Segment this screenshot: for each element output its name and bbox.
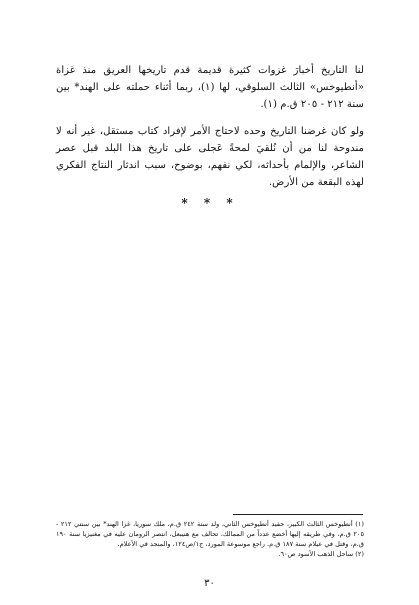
section-separator: * * *	[181, 196, 239, 210]
footnote-1: (١) أنطيوخس الثالث الكبير، حفيد أنطيوخس الثاني، ولد سنة ٢٤٢ ق.م، ملك سوريا، غزا الهند* بين سنتي ٢١٢ - ٢٠٥ ق.م، وفي طريقه إليها أخضع عدداً من الممالك، تحالف مع هنيبعل، انتصر الرومان عليه في مغنيزيا سنة ١٩٠ ق.م، وقتل في عيلام سنة ١٨٧ ق.م. راجع موسوعة المورد، ج١/ص١٢٤، والمنجد في الأعلام.	[56, 520, 364, 548]
page-number: ٣٠	[204, 578, 215, 589]
paragraph-2: ولو كان غرضنا التاريخ وحده لاحتاج الأمر لإفراد كتاب مستقل، غير أنه لا مندوحة لنا من أن نُلقيَ لمحةً عَجلى على تاريخ هذا البلد قبل عصر الشاعر، والإلمام بأحداثه، لكي نفهم، بوضوح، سبب اندثار النتاج الفكري لهذه البقعة من الأرض.	[56, 126, 364, 188]
footnote-divider	[233, 514, 363, 515]
footnotes	[56, 519, 364, 559]
paragraph-1: لنا التاريخ أخبارَ غزوات كثيرة قديمة قدم تاريخها العريق منذ غزاة «أنطيوخس» الثالث السلوقي، لها (١)، ربما أثناء حملته على الهند* بين سنة ٢١٢ - ٢٠٥ ق.م (١).	[56, 65, 364, 110]
main-text	[56, 62, 364, 212]
footnote-2: (٢) ساحل الذهب الأسود ص٦٠.	[278, 550, 364, 558]
